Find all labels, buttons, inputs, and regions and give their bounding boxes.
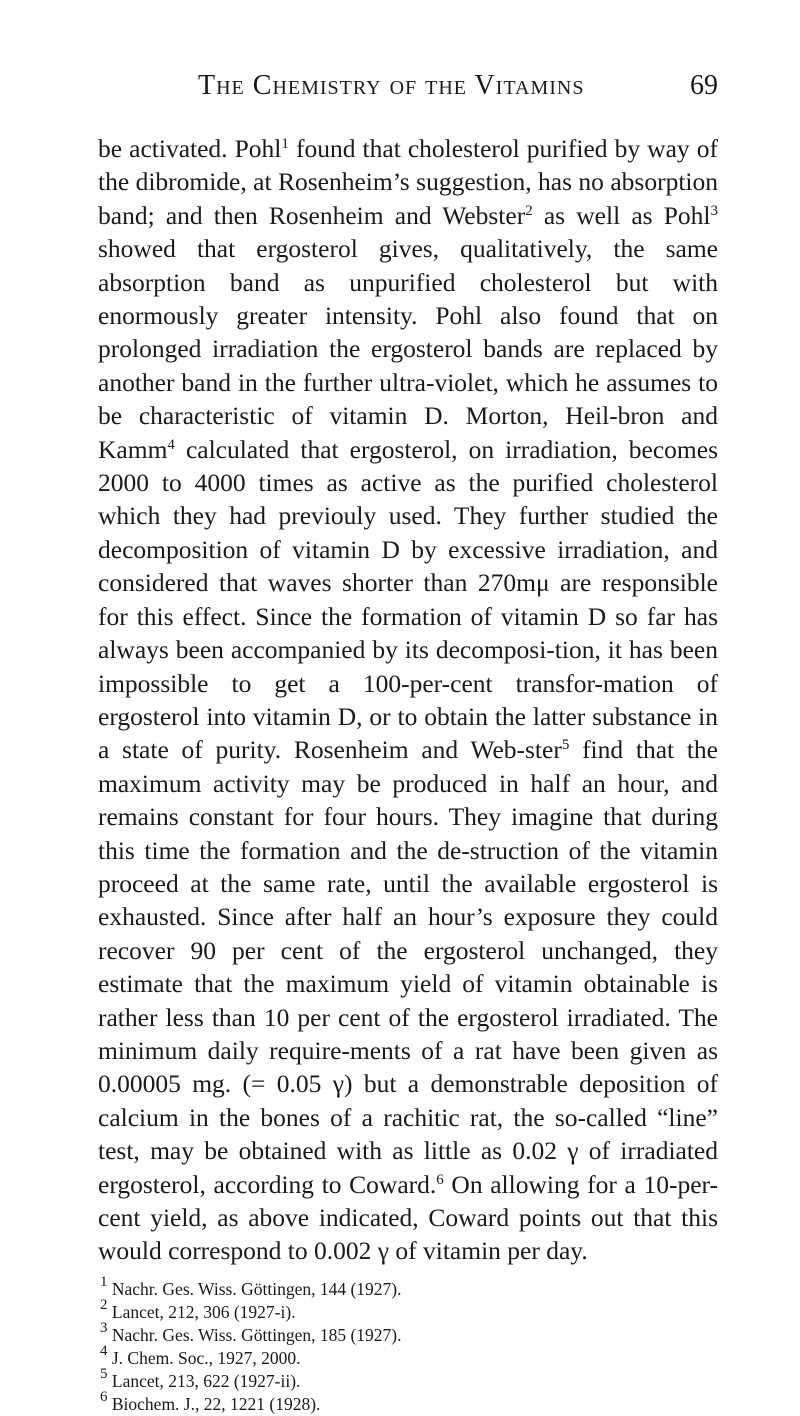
footnote-reference: 1: [281, 136, 289, 152]
footnote-mark: 5: [100, 1365, 108, 1382]
footnote-reference: 2: [525, 202, 533, 219]
footnote-mark: 3: [100, 1319, 108, 1336]
footnote: [98, 1365, 718, 1393]
footnote-mark: 4: [100, 1342, 108, 1359]
footnote-mark: 6: [100, 1388, 108, 1405]
footnote-reference: 3: [710, 202, 719, 219]
footnote-reference: 4: [167, 436, 175, 453]
footnote-text: Nachr. Ges. Wiss. Göttingen, 185 (1927).: [107, 1324, 402, 1345]
footnote-reference: 5: [561, 737, 570, 754]
body-text-run: calculated that ergosterol, on irradiation, becomes 2000 to 4000 times as active as the purified cholesterol which they had previouly used. They further studied the decomposition of vitamin D by excessive irradiation, and considered that waves shorter than 270mμ are responsible for this effect. Since the formation of vitamin D so far has always been accompanied by its decomposi-tion, it has been impossible to get a 100-per-cent transfor-mation of ergosterol into vitamin D, or to obtain the latter substance in a state of purity. Rosenheim and Web-ster: [98, 434, 718, 765]
body-paragraph: [98, 132, 718, 1268]
footnote-mark: 1: [100, 1273, 108, 1290]
footnote-text: Lancet, 212, 306 (1927-i).: [107, 1301, 296, 1322]
body-text-run: find that the maximum activity may be produced in half an hour, and remains constant for four hours. They imagine that during this time the formation and the de-struction of the vitamin proceed at the same rate, until the available ergosterol is exhausted. Since after half an hour’s exposure they could recover 90 per cent of the ergosterol unchanged, they estimate that the maximum yield of vitamin obtainable is rather less than 10 per cent of the ergosterol irradiated. The minimum daily require-ments of a rat have been given as 0.00005 mg. (= 0.05 γ) but a demonstrable deposition of calcium in the bones of a rachitic rat, the so-called “line” test, may be obtained with as little as 0.02 γ of irradiated ergosterol, according to Coward.: [98, 735, 718, 1199]
footnote-text: Lancet, 213, 622 (1927-ii).: [107, 1370, 301, 1391]
footnotes: [98, 1273, 718, 1416]
footnote-text: J. Chem. Soc., 1927, 2000.: [107, 1347, 301, 1368]
footnote: [98, 1273, 718, 1301]
footnote: [98, 1388, 718, 1416]
running-title: The Chemistry of the Vitamins: [198, 70, 585, 101]
body-text-run: found that cholesterol purified by way of the dibromide, at Rosenheim’s suggestion, has no absorption band; and then Rosenheim and Webster: [98, 134, 718, 230]
running-header: [98, 62, 718, 110]
footnote-text: Biochem. J., 22, 1221 (1928).: [107, 1393, 321, 1414]
footnote-mark: 2: [100, 1296, 108, 1313]
body-text-run: be activated. Pohl: [98, 134, 282, 163]
footnote: [98, 1342, 718, 1370]
body-text-run: showed that ergosterol gives, qualitatively, the same absorption band as unpurified cholesterol but with enormously greater intensity. Pohl also found that on prolonged irradiation the ergosterol bands are replaced by another band in the further ultra-violet, which he assumes to be characteristic of vitamin D. Morton, Heil-bron and Kamm: [98, 234, 718, 464]
footnote: [98, 1319, 718, 1347]
footnote: [98, 1296, 718, 1324]
body-text-run: as well as Pohl: [532, 200, 711, 230]
book-page: [98, 62, 718, 1416]
page-number: 69: [690, 70, 718, 101]
footnote-text: Nachr. Ges. Wiss. Göttingen, 144 (1927).: [107, 1278, 402, 1299]
footnote-reference: 6: [436, 1171, 444, 1188]
body-text-run: On allowing for a 10-per-cent yield, as above indicated, Coward points out that this would correspond to 0.002 γ of vitamin per day.: [98, 1169, 718, 1266]
